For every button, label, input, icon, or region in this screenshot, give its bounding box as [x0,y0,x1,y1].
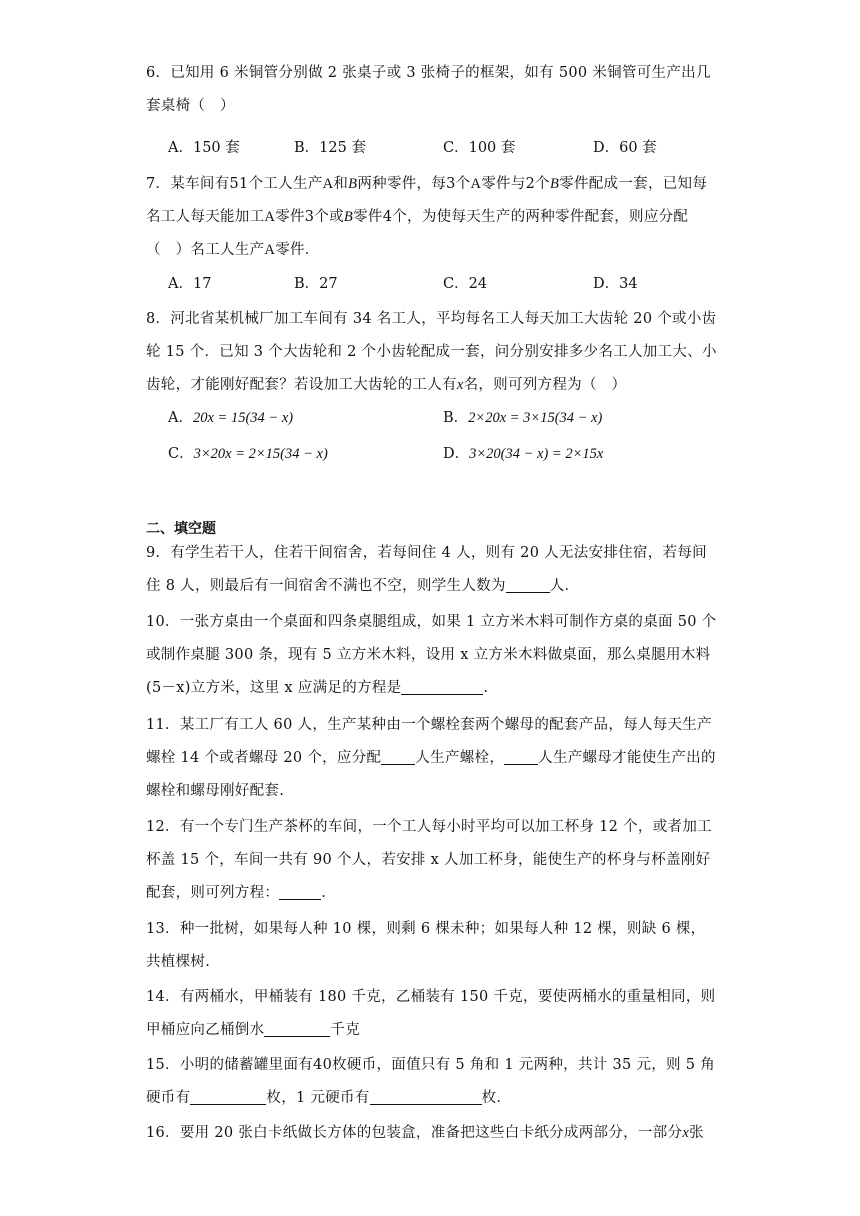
answer-blank[interactable] [506,576,550,593]
option-label: D． [443,446,470,462]
option-d[interactable]: D．34 [593,276,638,292]
question-15 [146,1049,718,1115]
question-11 [146,709,718,808]
question-13 [146,913,718,979]
question-13-text: 13．种一批树，如果每人种 10 棵，则剩 6 棵未种；如果每人种 12 棵，则缺 6 棵，共植棵树. [146,921,706,970]
option-equation: 20x = 15(34 − x) [192,410,294,426]
question-7-text: 7．某车间有51个工人生产 [146,176,323,192]
question-16-text: 16．要用 20 张白卡纸做长方体的包装盒，准备把这些白卡纸分成两部分，一部分 [146,1125,683,1141]
question-7-text: 和 [333,176,349,192]
question-10-text: 10．一张方桌由一个桌面和四条桌腿组成，如果 1 立方米木料可制作方桌的桌面 50 个或制作桌腿 300 条，现有 5 立方米木料，设用 x 立方米木料做桌面，那么桌腿用木料(5－x)立方米，这里 x 应满足的方程是 [146,614,717,696]
option-d[interactable]: D．60 套 [593,140,657,156]
answer-blank[interactable] [381,748,415,765]
variable-x: x [456,377,464,393]
option-label: B． [443,410,469,426]
option-label: A． [168,410,193,426]
question-6-text: 6．已知用 6 米铜管分别做 2 张桌子或 3 张椅子的框架，如有 500 米铜管可生产出几套桌椅（ ） [146,65,711,114]
question-11-text: 11．某工厂有工人 60 人，生产某种由一个螺栓套两个螺母的配套产品，每人每天生产螺栓 14 个或者螺母 20 个，应分配 [146,717,712,766]
question-15-text: 15．小明的储蓄罐里面有40枚硬币，面值只有 5 角和 1 元两种，共计 35 元，则 5 角硬币有 [146,1057,715,1106]
option-b[interactable]: B．125 套 [294,140,366,156]
variable-b: B [348,176,358,192]
answer-blank[interactable] [504,748,538,765]
variable-a: A [264,209,276,225]
option-label: C． [168,446,194,462]
question-6 [146,57,718,123]
option-d[interactable] [443,442,603,463]
question-7-text: 零件3个或 [275,209,344,225]
question-7-text: 零件4个，为使每天生产的两种零件配套，则应分配（ ）名工人生产 [146,209,689,258]
question-16 [146,1117,718,1150]
question-14-text: 千克 [330,1022,361,1038]
variable-b: B [549,176,560,192]
question-11-text: 人生产螺栓， [415,750,505,766]
variable-x: x [682,1125,690,1141]
question-16-text: 张 [689,1125,704,1141]
question-12-text: 12．有一个专门生产茶杯的车间，一个工人每小时平均可以加工杯身 12 个，或者加工杯盖 15 个，车间一共有 90 个人，若安排 x 人加工杯身，能使生产的杯身与杯盖刚好配套，则可列方程： [146,819,712,901]
question-14 [146,981,718,1047]
variable-a: A [322,176,334,192]
question-15-text: 枚． [481,1090,512,1106]
option-equation: 3×20(34 − x) = 2×15x [469,446,604,462]
answer-blank[interactable] [401,678,483,695]
question-8-text: 名，则可列方程为（ ） [463,377,627,393]
answer-blank[interactable] [279,883,321,900]
question-7-text: 零件． [275,242,320,258]
option-a[interactable]: A．150 套 [168,140,240,156]
question-9 [146,537,718,603]
question-12 [146,811,718,910]
question-7-options [168,272,688,300]
question-7-text: 零件配成一套，已知每名工人每天能加工 [146,176,708,225]
answer-blank[interactable] [264,1020,330,1037]
question-8 [146,303,718,402]
option-a[interactable] [168,406,293,427]
answer-blank[interactable] [370,1088,482,1105]
question-12-text: ． [321,885,337,901]
question-8-text: 8．河北省某机械厂加工车间有 34 名工人，平均每名工人每天加工大齿轮 20 个或小齿轮 15 个．已知 3 个大齿轮和 2 个小齿轮配成一套，问分别安排多少名工人加工大、小齿轮，才能刚好配套？若设加工大齿轮的工人有 [146,311,717,393]
question-8-options-row2 [168,442,688,470]
option-c[interactable] [168,442,328,463]
question-7-text: 两种零件，每3个 [357,176,471,192]
question-9-text: 9．有学生若干人，住若干间宿舍，若每间住 4 人，则有 20 人无法安排住宿，若每间住 8 人，则最后有一间宿舍不满也不空，则学生人数为 [146,545,707,594]
question-10-text: . [483,680,489,696]
option-b[interactable]: B．27 [294,276,338,292]
option-c[interactable]: C．24 [443,276,488,292]
question-14-text: 14．有两桶水，甲桶装有 180 千克，乙桶装有 150 千克，要使两桶水的重量相同，则甲桶应向乙桶倒水 [146,989,716,1038]
option-equation: 3×20x = 2×15(34 − x) [193,446,328,462]
option-a[interactable]: A．17 [168,276,212,292]
question-11-text: 人生产螺母才能使生产出的螺栓和螺母刚好配套. [146,750,716,799]
section-title: 二、填空题 [146,521,216,537]
question-7 [146,168,718,267]
variable-a: A [264,242,276,258]
question-15-text: 枚，1 元硬币有 [266,1090,370,1106]
question-10 [146,606,718,705]
answer-blank[interactable] [190,1088,266,1105]
question-8-options-row1 [168,406,688,434]
option-c[interactable]: C．100 套 [443,140,516,156]
question-9-text: 人． [549,578,580,594]
question-7-text: 零件与2个 [481,176,550,192]
variable-b: B [343,209,354,225]
option-equation: 2×20x = 3×15(34 − x) [468,410,603,426]
option-b[interactable] [443,406,602,427]
question-6-options [168,136,688,164]
variable-a: A [470,176,482,192]
